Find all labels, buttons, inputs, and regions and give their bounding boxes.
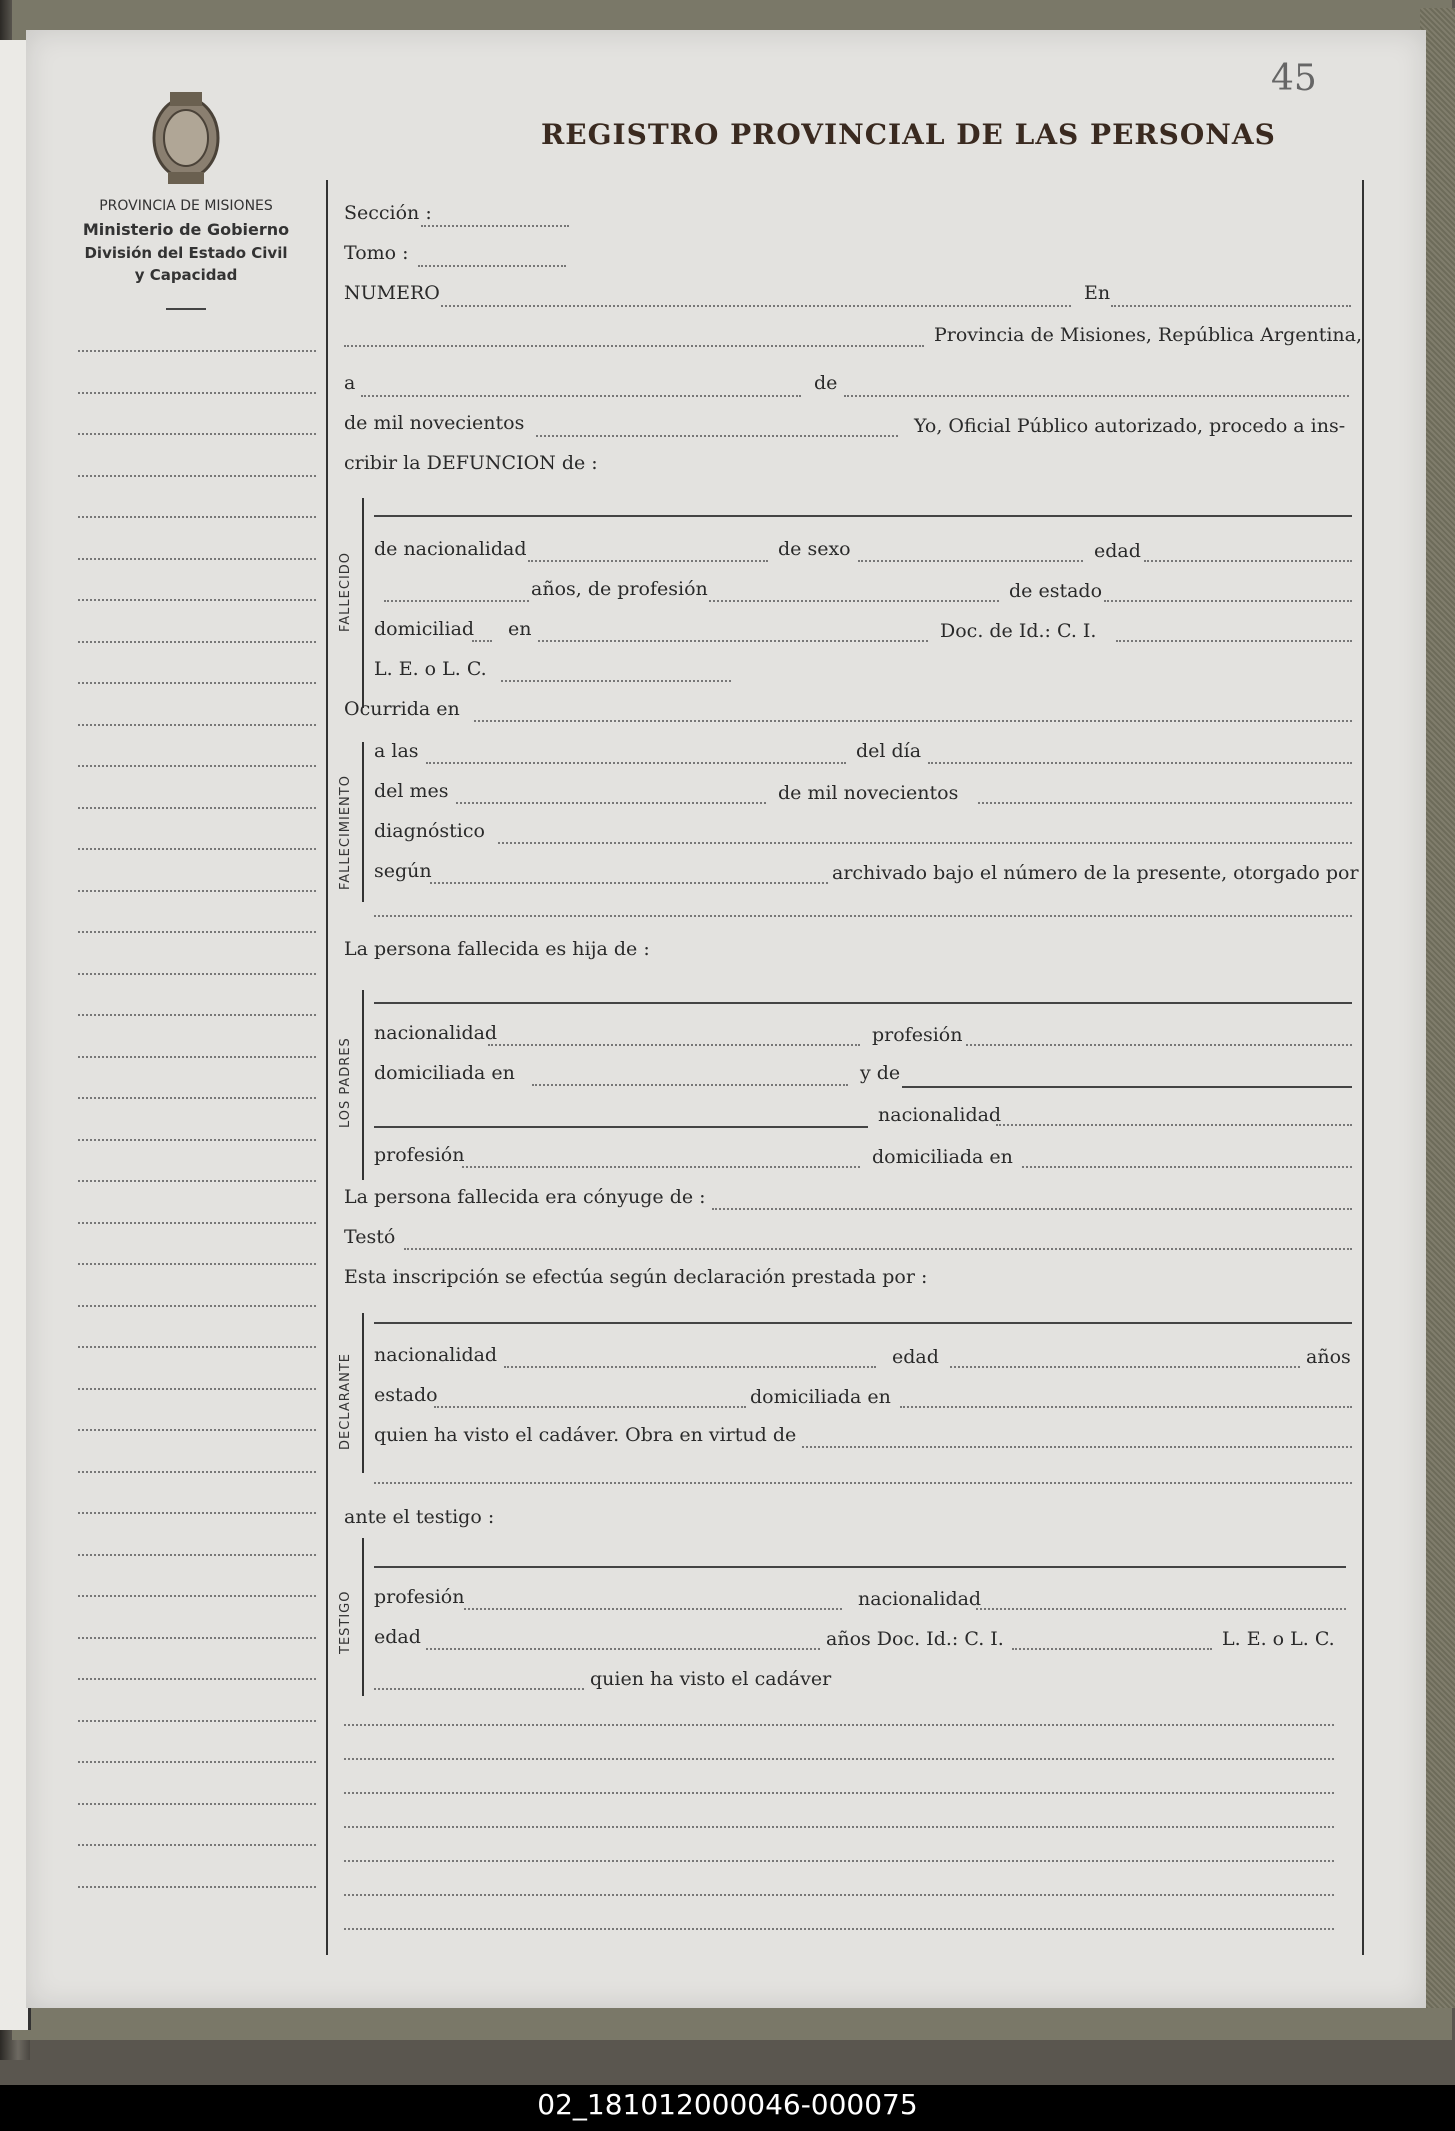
fallecimiento-bracket	[362, 742, 364, 902]
field-tomo[interactable]	[418, 265, 566, 267]
field-diagnostico[interactable]	[498, 842, 1352, 844]
margin-line[interactable]	[78, 1056, 316, 1058]
label-domiciliada-en3: domiciliada en	[750, 1386, 891, 1408]
field-madre-nombre-cont[interactable]	[374, 1126, 868, 1128]
notes-line[interactable]	[344, 1792, 1334, 1794]
field-dia[interactable]	[928, 762, 1352, 764]
margin-line[interactable]	[78, 1886, 316, 1888]
side-label-fallecimiento: FALLECIMIENTO	[338, 775, 353, 890]
label-inscripcion: Esta inscripción se efectúa según declaración prestada por :	[344, 1266, 928, 1288]
label-diagnostico: diagnóstico	[374, 820, 485, 842]
label-nacionalidad: nacionalidad	[374, 1022, 498, 1044]
coat-of-arms-seal	[146, 90, 226, 190]
form-title: REGISTRO PROVINCIAL DE LAS PERSONAS	[541, 118, 1276, 151]
field-obra-virtud[interactable]	[802, 1446, 1352, 1448]
label-de-mil2: de mil novecientos	[778, 782, 959, 804]
field-profesion-padre[interactable]	[966, 1044, 1352, 1046]
side-label-testigo: TESTIGO	[338, 1590, 353, 1654]
margin-line[interactable]	[78, 516, 316, 518]
field-testigo-nombre[interactable]	[374, 1566, 1346, 1568]
field-edad[interactable]	[1144, 560, 1352, 562]
label-profesion3: profesión	[374, 1586, 465, 1608]
label-segun: según	[374, 860, 432, 882]
margin-line[interactable]	[78, 1139, 316, 1141]
side-label-padres: LOS PADRES	[338, 1037, 353, 1128]
label-doc-id: Doc. de Id.: C. I.	[940, 620, 1097, 642]
field-domiciliad-suffix[interactable]	[472, 640, 492, 642]
padres-bracket	[362, 990, 364, 1180]
header-division: División del Estado Civil	[84, 244, 288, 262]
label-le-lc: L. E. o L. C.	[374, 658, 487, 680]
field-edad-declarante[interactable]	[950, 1366, 1300, 1368]
field-year[interactable]	[536, 435, 898, 437]
main-left-border	[326, 180, 328, 1955]
margin-line[interactable]	[78, 973, 316, 975]
notes-line[interactable]	[344, 1826, 1334, 1828]
label-edad2: edad	[892, 1346, 939, 1368]
image-caption: 02_181012000046-000075	[537, 2088, 918, 2121]
label-profesion: profesión	[872, 1024, 963, 1046]
label-conyuge: La persona fallecida era cónyuge de :	[344, 1186, 706, 1208]
field-madre-nombre[interactable]	[902, 1086, 1352, 1088]
margin-line[interactable]	[78, 1097, 316, 1099]
field-profesion-madre[interactable]	[462, 1166, 860, 1168]
field-padre-nombre[interactable]	[374, 1002, 1352, 1004]
label-hija-de: La persona fallecida es hija de :	[344, 938, 650, 960]
label-profesion2: profesión	[374, 1144, 465, 1166]
testigo-bracket	[362, 1538, 364, 1696]
margin-line[interactable]	[78, 475, 316, 477]
margin-line[interactable]	[78, 1429, 316, 1431]
field-nacionalidad-fallecido[interactable]	[528, 560, 768, 562]
field-domicilio-fallecido[interactable]	[538, 640, 928, 642]
field-seccion[interactable]	[421, 225, 569, 227]
label-domiciliad: domiciliad	[374, 618, 475, 640]
field-mes[interactable]	[456, 802, 766, 804]
margin-line[interactable]	[78, 1222, 316, 1224]
label-cribir: cribir la DEFUNCION de :	[344, 452, 598, 474]
label-archivado: archivado bajo el número de la presente, otorgado por	[832, 862, 1359, 884]
margin-line[interactable]	[78, 641, 316, 643]
margin-line[interactable]	[78, 1761, 316, 1763]
margin-line[interactable]	[78, 931, 316, 933]
field-domicilio-declarante[interactable]	[900, 1406, 1352, 1408]
label-quien-visto: quien ha visto el cadáver. Obra en virtud de	[374, 1424, 797, 1446]
label-quien-visto2: quien ha visto el cadáver	[590, 1668, 832, 1690]
side-label-declarante: DECLARANTE	[338, 1352, 353, 1450]
field-declarante-nombre[interactable]	[374, 1322, 1352, 1324]
field-profesion-testigo[interactable]	[464, 1608, 842, 1610]
margin-line[interactable]	[78, 433, 316, 435]
margin-line[interactable]	[78, 724, 316, 726]
label-provincia: Provincia de Misiones, República Argentina,	[934, 324, 1363, 346]
label-en2: en	[508, 618, 532, 640]
margin-line[interactable]	[78, 1388, 316, 1390]
margin-line[interactable]	[78, 1637, 316, 1639]
margin-line[interactable]	[78, 1720, 316, 1722]
margin-line[interactable]	[78, 807, 316, 809]
label-domiciliada-en: domiciliada en	[374, 1062, 515, 1084]
notes-line[interactable]	[344, 1724, 1334, 1726]
field-obra-virtud-cont[interactable]	[374, 1482, 1352, 1484]
header-capacity: y Capacidad	[134, 266, 238, 284]
field-a[interactable]	[361, 395, 801, 397]
label-en: En	[1084, 282, 1111, 304]
margin-line[interactable]	[78, 392, 316, 394]
field-testo[interactable]	[404, 1248, 1352, 1250]
notes-line[interactable]	[344, 1758, 1334, 1760]
label-a-las: a las	[374, 740, 419, 762]
margin-line[interactable]	[78, 1678, 316, 1680]
field-anos[interactable]	[384, 600, 529, 602]
notes-line[interactable]	[344, 1860, 1334, 1862]
label-anos: años	[1306, 1346, 1351, 1368]
field-nacionalidad-testigo[interactable]	[976, 1608, 1346, 1610]
margin-line[interactable]	[78, 848, 316, 850]
field-en[interactable]	[1111, 305, 1351, 307]
field-edad-testigo[interactable]	[426, 1648, 820, 1650]
main-right-border	[1362, 180, 1364, 1955]
label-del-mes: del mes	[374, 780, 449, 802]
margin-line[interactable]	[78, 1512, 316, 1514]
margin-line[interactable]	[78, 350, 316, 352]
label-de-nacionalidad: de nacionalidad	[374, 538, 527, 560]
margin-line[interactable]	[78, 765, 316, 767]
label-nacionalidad4: nacionalidad	[858, 1588, 982, 1610]
label-le-lc2: L. E. o L. C.	[1222, 1628, 1335, 1650]
field-segun[interactable]	[430, 882, 828, 884]
field-nacionalidad-madre[interactable]	[996, 1124, 1352, 1126]
label-ante-testigo: ante el testigo :	[344, 1506, 495, 1528]
field-de[interactable]	[844, 395, 1349, 397]
field-nombre-fallecido[interactable]	[374, 515, 1352, 517]
label-numero: NUMERO	[344, 282, 440, 304]
header-province: PROVINCIA DE MISIONES	[99, 198, 273, 214]
side-label-fallecido: FALLECIDO	[338, 551, 353, 632]
field-en-cont[interactable]	[344, 345, 924, 347]
label-y-de: y de	[860, 1062, 901, 1084]
notes-line[interactable]	[344, 1928, 1334, 1930]
notes-line[interactable]	[344, 1894, 1334, 1896]
label-de-estado: de estado	[1009, 580, 1103, 602]
margin-line[interactable]	[78, 1263, 316, 1265]
field-numero[interactable]	[441, 305, 1071, 307]
margin-line[interactable]	[78, 558, 316, 560]
label-testo: Testó	[344, 1226, 396, 1248]
margin-line[interactable]	[78, 1554, 316, 1556]
field-sexo[interactable]	[858, 560, 1083, 562]
label-nacionalidad2: nacionalidad	[878, 1104, 1002, 1126]
field-ci[interactable]	[1116, 640, 1352, 642]
fallecido-bracket	[362, 498, 364, 708]
label-edad3: edad	[374, 1626, 421, 1648]
label-edad: edad	[1094, 540, 1141, 562]
field-nacionalidad-padre[interactable]	[488, 1044, 860, 1046]
margin-line[interactable]	[78, 1014, 316, 1016]
margin-line[interactable]	[78, 1346, 316, 1348]
label-nacionalidad3: nacionalidad	[374, 1344, 498, 1366]
margin-line[interactable]	[78, 1180, 316, 1182]
header-rule	[166, 308, 206, 310]
field-nacionalidad-declarante[interactable]	[504, 1366, 876, 1368]
margin-line[interactable]	[78, 599, 316, 601]
margin-line[interactable]	[78, 682, 316, 684]
field-le-lc[interactable]	[501, 680, 731, 682]
form-page	[26, 30, 1426, 2008]
label-de: de	[814, 372, 838, 394]
label-anos-profesion: años, de profesión	[531, 578, 708, 600]
margin-line[interactable]	[78, 1844, 316, 1846]
margin-line[interactable]	[78, 1305, 316, 1307]
field-ocurrida[interactable]	[474, 720, 1352, 722]
margin-line[interactable]	[78, 1595, 316, 1597]
label-de-mil: de mil novecientos	[344, 412, 525, 434]
label-a: a	[344, 372, 356, 394]
margin-line[interactable]	[78, 1803, 316, 1805]
field-anio-fallecimiento[interactable]	[978, 802, 1352, 804]
label-anos-doc: años Doc. Id.: C. I.	[826, 1628, 1004, 1650]
label-del-dia: del día	[856, 740, 922, 762]
field-testigo-visto[interactable]	[374, 1688, 584, 1690]
label-estado: estado	[374, 1384, 438, 1406]
label-yo-oficial: Yo, Oficial Público autorizado, procedo a ins-	[914, 415, 1346, 437]
field-profesion-fallecido[interactable]	[709, 600, 999, 602]
field-estado[interactable]	[1104, 600, 1352, 602]
header-ministry: Ministerio de Gobierno	[82, 220, 290, 239]
margin-line[interactable]	[78, 890, 316, 892]
field-domicilio-madre[interactable]	[1022, 1166, 1352, 1168]
field-hora[interactable]	[426, 762, 846, 764]
label-ocurrida: Ocurrida en	[344, 698, 460, 720]
page-number: 45	[1271, 58, 1317, 99]
label-de-sexo: de sexo	[778, 538, 851, 560]
field-conyuge[interactable]	[712, 1208, 1352, 1210]
label-tomo: Tomo :	[344, 242, 409, 264]
field-otorgado-por[interactable]	[374, 915, 1352, 917]
declarante-bracket	[362, 1313, 364, 1473]
field-domicilio-padre[interactable]	[532, 1084, 848, 1086]
field-ci-testigo[interactable]	[1012, 1648, 1212, 1650]
margin-line[interactable]	[78, 1471, 316, 1473]
field-estado-declarante[interactable]	[434, 1406, 746, 1408]
label-domiciliada-en2: domiciliada en	[872, 1146, 1013, 1168]
label-seccion: Sección :	[344, 202, 432, 224]
